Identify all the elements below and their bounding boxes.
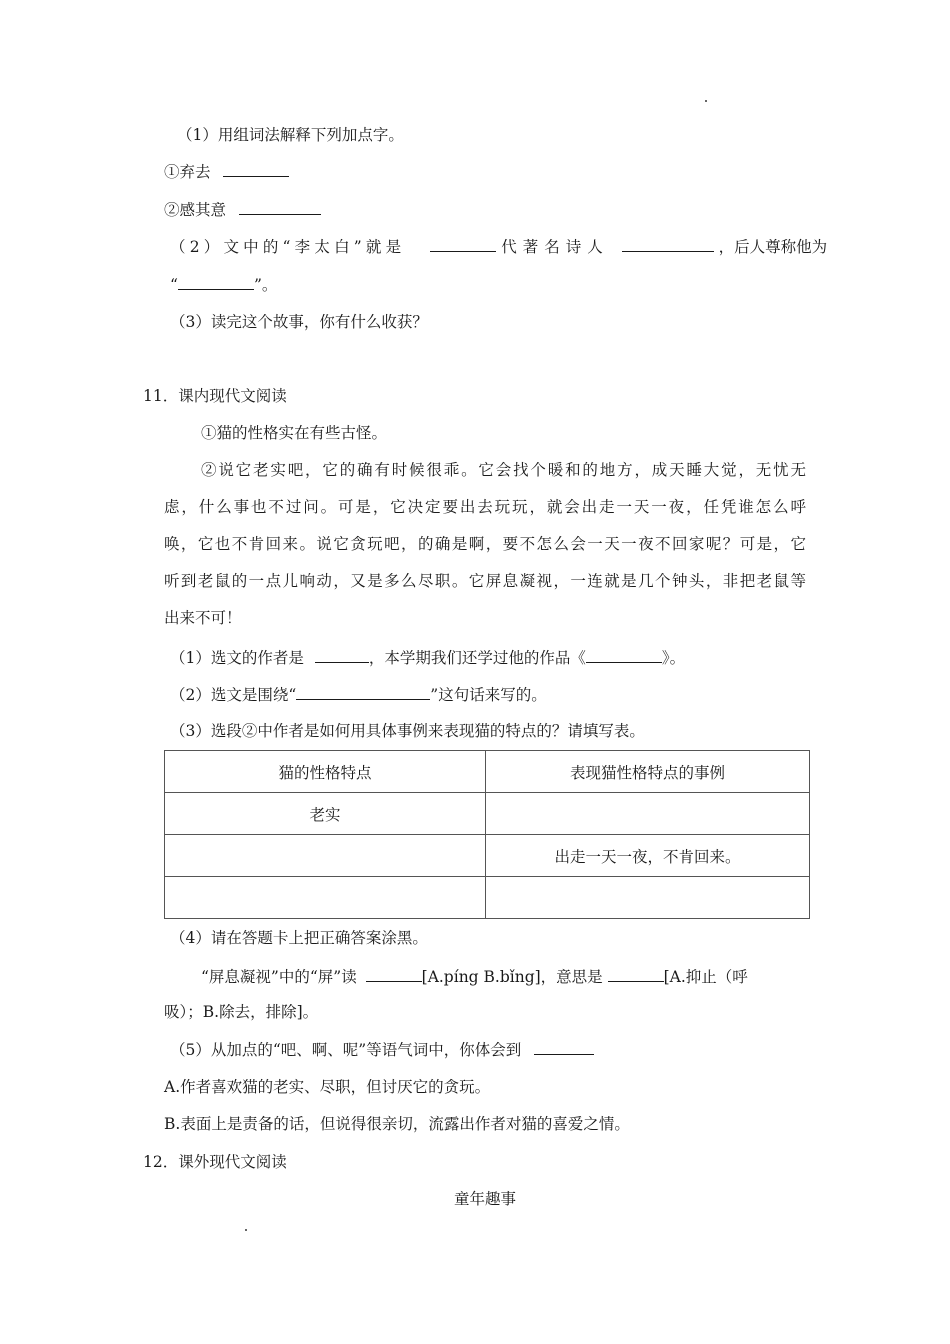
q11-sub4-line1-b: [A.píng B.bǐng]，意思是 [421,968,603,986]
q11-sub4-line1-c: [A.抑止（呼 [663,968,748,986]
answer-blank[interactable] [178,273,254,290]
scan-dot [245,1229,247,1231]
q11-para2-line: 唤，它也不肯回来。说它贪玩吧，的确是啊，要不怎么会一天一夜不回家呢？可是，它 [164,535,806,553]
answer-blank[interactable] [296,683,430,700]
answer-blank[interactable] [223,160,289,177]
q10-sub1-prompt: （1）用组词法解释下列加点字。 [177,126,404,144]
table-cell: 出走一天一夜，不肯回来。 [486,835,810,877]
table-header-cell: 猫的性格特点 [165,751,486,793]
q11-para1: ①猫的性格实在有些古怪。 [201,424,388,442]
q11-option-a: A.作者喜欢猫的老实、尽职，但讨厌它的贪玩。 [164,1078,491,1096]
table-cell-answer[interactable] [165,835,486,877]
q10-sub2-b: 代著名诗人 [501,238,609,256]
table-cell-answer[interactable] [165,877,486,919]
q11-sub2 [170,683,547,706]
q10-item1 [164,160,289,183]
q11-sub4-line1 [201,965,748,988]
scan-dot [705,100,707,102]
q11-sub1-b: ，本学期我们还学过他的作品《 [368,649,586,667]
q10-sub2-line2 [170,273,277,296]
q11-para2-line: 虑，什么事也不过问。可是，它决定要出去玩玩，就会出走一天一夜，任凭谁怎么呼 [164,498,806,516]
table-row [165,877,810,919]
answer-blank[interactable] [315,646,369,663]
q11-para2-line: ②说它老实吧，它的确有时候很乖。它会找个暖和的地方，成天睡大觉，无忧无 [201,461,806,479]
q11-sub5 [170,1038,594,1061]
q10-sub3: （3）读完这个故事，你有什么收获？ [170,313,428,331]
q12-story-title: 童年趣事 [454,1190,517,1208]
answer-blank[interactable] [239,198,321,215]
q11-sub4-line1-a: “屏息凝视”中的“屏”读 [201,968,357,986]
q11-sub1-a: （1）选文的作者是 [170,649,304,667]
q12-title: 12．课外现代文阅读 [143,1153,287,1171]
q11-sub3: （3）选段②中作者是如何用具体事例来表现猫的特点的？请填写表。 [170,722,645,740]
q11-sub2-a: （2）选文是围绕“ [170,686,297,704]
answer-blank[interactable] [608,965,664,982]
table-cell: 老实 [165,793,486,835]
q11-option-b: B.表面上是责备的话，但说得很亲切，流露出作者对猫的喜爱之情。 [164,1115,630,1133]
q10-item2 [164,198,321,221]
q11-para2-line: 出来不可！ [164,609,242,627]
q11-sub4: （4）请在答题卡上把正确答案涂黑。 [170,929,428,947]
q11-sub4-line2: 吸）；B.除去，排除]。 [164,1003,319,1021]
answer-blank[interactable] [586,646,662,663]
q10-sub2-line1 [170,235,827,258]
q11-para2-line: 听到老鼠的一点儿响动，又是多么尽职。它屏息凝视，一连就是几个钟头，非把老鼠等 [164,572,806,590]
table-row [165,793,810,835]
table-header-cell: 表现猫性格特点的事例 [486,751,810,793]
q11-sub2-b: ”这句话来写的。 [430,686,547,704]
q11-sub5-text: （5）从加点的“吧、啊、呢”等语气词中，你体会到 [170,1041,522,1059]
q10-sub2-c: ，后人尊称他为 [718,238,828,256]
answer-blank[interactable] [366,965,422,982]
cat-traits-table [164,750,810,919]
answer-blank[interactable] [534,1038,594,1055]
answer-blank[interactable] [430,235,496,252]
q10-item1-label: ①弃去 [164,163,211,181]
q10-sub2-open-quote: “ [170,276,178,294]
q11-sub1-c: 》。 [661,649,686,667]
q11-sub1 [170,646,685,669]
answer-blank[interactable] [622,235,714,252]
q10-sub2-a: （2）文中的“李太白”就是 [170,238,406,256]
table-header-row [165,751,810,793]
table-cell-answer[interactable] [486,877,810,919]
table-cell-answer[interactable] [486,793,810,835]
q10-sub2-close: ”。 [253,276,278,294]
table-row [165,835,810,877]
q10-item2-label: ②感其意 [164,201,227,219]
q11-title: 11．课内现代文阅读 [143,387,287,405]
